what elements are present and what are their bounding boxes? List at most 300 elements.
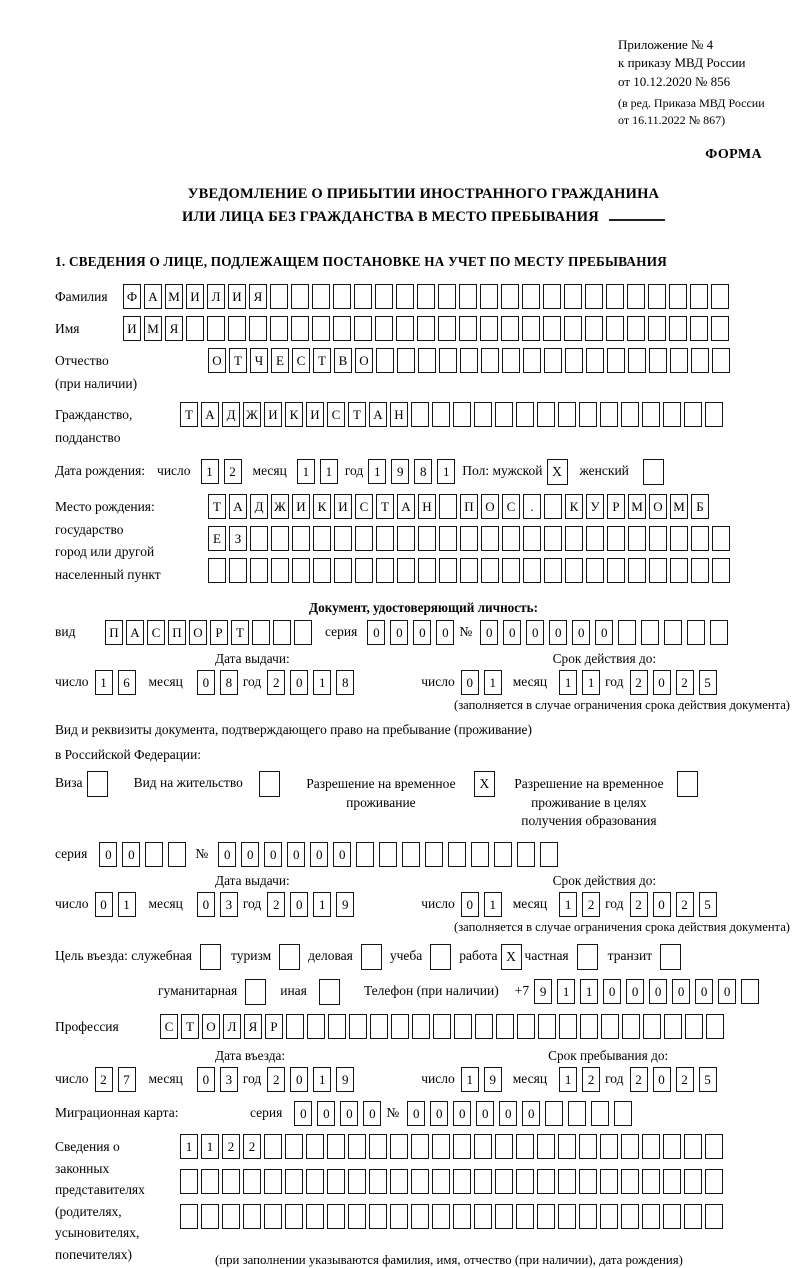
char-cell	[642, 1134, 660, 1159]
char-cell	[376, 558, 394, 583]
year-label: год	[605, 674, 624, 690]
amendment-line: от 16.11.2022 № 867)	[618, 113, 726, 128]
char-cell	[538, 1014, 556, 1039]
char-cell	[537, 1169, 555, 1194]
char-cell: 0	[672, 979, 690, 1004]
surname-boxes[interactable]	[123, 284, 732, 309]
char-cell	[614, 1101, 632, 1126]
stay-year[interactable]	[630, 1067, 722, 1092]
entry-year[interactable]	[267, 1067, 359, 1092]
char-cell: К	[565, 494, 583, 519]
purpose-business-checkbox[interactable]	[361, 944, 382, 970]
phone-boxes[interactable]	[534, 979, 764, 1004]
char-cell	[270, 284, 288, 309]
char-cell: С	[327, 402, 345, 427]
year-label: год	[242, 674, 262, 690]
char-cell	[586, 558, 604, 583]
char-cell	[459, 316, 477, 341]
char-cell	[411, 402, 429, 427]
amendment-line: (в ред. Приказа МВД России	[618, 96, 765, 111]
purpose-humanitarian-checkbox[interactable]	[245, 979, 266, 1005]
char-cell	[601, 1014, 619, 1039]
migration-card-series-boxes[interactable]	[294, 1101, 386, 1126]
char-cell: О	[481, 494, 499, 519]
purpose-official-checkbox[interactable]	[200, 944, 221, 970]
char-cell	[397, 558, 415, 583]
char-cell	[564, 316, 582, 341]
char-cell	[376, 348, 394, 373]
residence-doc-intro1: Вид и реквизиты документа, подтверждающего право на пребывание (проживание)	[55, 722, 532, 738]
residence-expiry-year[interactable]	[630, 892, 722, 917]
char-cell	[579, 1134, 597, 1159]
char-cell	[579, 1204, 597, 1229]
char-cell: 1	[297, 459, 315, 484]
char-cell	[502, 558, 520, 583]
phone-prefix: +7	[514, 983, 530, 999]
char-cell	[495, 1169, 513, 1194]
char-cell	[481, 558, 499, 583]
birth-place-boxes-row1[interactable]	[208, 494, 733, 519]
char-cell	[545, 1101, 563, 1126]
char-cell	[243, 1204, 261, 1229]
char-cell: 9	[534, 979, 552, 1004]
char-cell	[600, 1204, 618, 1229]
appendix-reference-block	[618, 36, 792, 129]
residence-doc-number-boxes[interactable]	[218, 842, 563, 867]
char-cell	[685, 1014, 703, 1039]
residence-issue-month[interactable]	[197, 892, 243, 917]
char-cell: Е	[271, 348, 289, 373]
month-label: месяц	[512, 896, 548, 912]
char-cell	[369, 1204, 387, 1229]
char-cell	[264, 1204, 282, 1229]
char-cell: 8	[414, 459, 432, 484]
char-cell: Р	[265, 1014, 283, 1039]
char-cell	[412, 1014, 430, 1039]
char-cell	[432, 1204, 450, 1229]
char-cell	[558, 402, 576, 427]
purpose-tourism-checkbox[interactable]	[279, 944, 300, 970]
char-cell: 0	[197, 1067, 215, 1092]
char-cell: 0	[653, 892, 671, 917]
char-cell: А	[397, 494, 415, 519]
representatives-boxes-row2[interactable]	[180, 1169, 726, 1194]
char-cell	[312, 316, 330, 341]
char-cell	[628, 558, 646, 583]
char-cell	[327, 1169, 345, 1194]
char-cell	[585, 284, 603, 309]
char-cell	[663, 402, 681, 427]
char-cell: У	[586, 494, 604, 519]
char-cell	[264, 1134, 282, 1159]
char-cell: 8	[336, 670, 354, 695]
char-cell: 0	[95, 892, 113, 917]
identity-doc-row	[55, 620, 792, 645]
char-cell: 0	[317, 1101, 335, 1126]
birth-year-boxes[interactable]	[368, 459, 460, 484]
residence-doc-series-row	[55, 842, 792, 867]
char-cell: Б	[691, 494, 709, 519]
char-cell	[411, 1134, 429, 1159]
representatives-row	[55, 1134, 792, 1268]
char-cell	[418, 348, 436, 373]
char-cell	[375, 284, 393, 309]
temp-residence-edu-label: Разрешение на временное проживание в целях получения образования	[514, 776, 664, 828]
char-cell: 0	[595, 620, 613, 645]
char-cell	[453, 402, 471, 427]
char-cell	[397, 348, 415, 373]
day-label: число	[421, 1071, 455, 1087]
surname-row	[55, 284, 792, 309]
identity-doc-kind-boxes[interactable]	[105, 620, 315, 645]
purpose-other-checkbox[interactable]	[319, 979, 340, 1005]
char-cell: 0	[653, 670, 671, 695]
char-cell	[606, 284, 624, 309]
char-cell	[496, 1014, 514, 1039]
char-cell	[523, 348, 541, 373]
char-cell: Р	[210, 620, 228, 645]
char-cell: О	[189, 620, 207, 645]
char-cell	[285, 1204, 303, 1229]
char-cell: 0	[503, 620, 521, 645]
char-cell: К	[313, 494, 331, 519]
identity-expiry-month[interactable]	[559, 670, 605, 695]
char-cell	[417, 284, 435, 309]
char-cell	[396, 316, 414, 341]
entry-month[interactable]	[197, 1067, 243, 1092]
identity-doc-dates-row	[55, 670, 792, 695]
purpose-private-label: частная	[524, 948, 569, 964]
char-cell: 0	[476, 1101, 494, 1126]
char-cell	[622, 1014, 640, 1039]
residence-expiry-day[interactable]	[461, 892, 507, 917]
char-cell: 1	[313, 892, 331, 917]
char-cell	[684, 1169, 702, 1194]
char-cell	[327, 1204, 345, 1229]
char-cell: 1	[461, 1067, 479, 1092]
char-cell	[710, 620, 728, 645]
char-cell	[691, 558, 709, 583]
char-cell	[228, 316, 246, 341]
char-cell	[348, 1204, 366, 1229]
char-cell: Я	[244, 1014, 262, 1039]
char-cell	[565, 348, 583, 373]
char-cell	[481, 348, 499, 373]
char-cell: Д	[222, 402, 240, 427]
migration-card-row	[55, 1101, 792, 1126]
char-cell	[618, 620, 636, 645]
char-cell	[627, 284, 645, 309]
char-cell	[648, 284, 666, 309]
char-cell	[348, 1169, 366, 1194]
char-cell: 0	[436, 620, 454, 645]
char-cell	[642, 402, 660, 427]
char-cell	[607, 558, 625, 583]
char-cell	[537, 1134, 555, 1159]
char-cell: Л	[207, 284, 225, 309]
char-cell: Я	[249, 284, 267, 309]
residence-doc-dates-row	[55, 892, 792, 917]
char-cell: 3	[220, 1067, 238, 1092]
char-cell	[607, 526, 625, 551]
month-label: месяц	[512, 674, 548, 690]
char-cell: Д	[250, 494, 268, 519]
char-cell	[495, 402, 513, 427]
char-cell	[460, 348, 478, 373]
char-cell	[312, 284, 330, 309]
residence-issue-day[interactable]	[95, 892, 141, 917]
residence-issue-year[interactable]	[267, 892, 359, 917]
char-cell: М	[165, 284, 183, 309]
purpose-tourism-label: туризм	[231, 948, 272, 964]
char-cell	[641, 620, 659, 645]
char-cell: 0	[390, 620, 408, 645]
char-cell	[448, 842, 466, 867]
char-cell	[397, 526, 415, 551]
sex-male-checkbox[interactable]: X	[547, 459, 568, 485]
char-cell	[285, 1134, 303, 1159]
char-cell	[706, 1014, 724, 1039]
representatives-boxes-row1[interactable]	[180, 1134, 726, 1159]
profession-boxes[interactable]	[160, 1014, 727, 1039]
char-cell	[670, 558, 688, 583]
char-cell	[501, 284, 519, 309]
char-cell: З	[229, 526, 247, 551]
char-cell	[180, 1169, 198, 1194]
char-cell	[369, 1134, 387, 1159]
char-cell	[621, 402, 639, 427]
citizenship-boxes[interactable]	[180, 402, 726, 427]
residence-doc-series-boxes[interactable]	[99, 842, 191, 867]
char-cell: 0	[480, 620, 498, 645]
char-cell: 1	[180, 1134, 198, 1159]
char-cell	[627, 316, 645, 341]
series-label: серия	[325, 624, 358, 640]
char-cell	[418, 558, 436, 583]
char-cell	[663, 1169, 681, 1194]
char-cell: 0	[526, 620, 544, 645]
char-cell	[649, 558, 667, 583]
validity-note: (заполняется в случае ограничения срока действия документа)	[454, 920, 790, 935]
char-cell: 1	[313, 1067, 331, 1092]
char-cell: А	[201, 402, 219, 427]
char-cell: М	[670, 494, 688, 519]
visit-purpose-row1	[55, 944, 792, 970]
identity-expiry-day[interactable]	[461, 670, 507, 695]
char-cell: И	[228, 284, 246, 309]
purpose-study-checkbox[interactable]	[430, 944, 451, 970]
residence-doc-intro2: в Российской Федерации:	[55, 747, 201, 763]
given-name-boxes[interactable]	[123, 316, 732, 341]
char-cell: 0	[340, 1101, 358, 1126]
char-cell	[475, 1014, 493, 1039]
char-cell	[669, 284, 687, 309]
number-label: №	[195, 846, 209, 862]
char-cell	[432, 402, 450, 427]
residence-expiry-month[interactable]	[559, 892, 605, 917]
char-cell: 3	[220, 892, 238, 917]
appendix-line: к приказу МВД России	[618, 55, 746, 71]
char-cell	[558, 1169, 576, 1194]
char-cell: 2	[582, 1067, 600, 1092]
char-cell: С	[147, 620, 165, 645]
char-cell	[481, 526, 499, 551]
char-cell	[628, 526, 646, 551]
char-cell	[180, 1204, 198, 1229]
char-cell	[565, 526, 583, 551]
char-cell: 1	[201, 1134, 219, 1159]
char-cell	[705, 1134, 723, 1159]
char-cell: 1	[320, 459, 338, 484]
char-cell	[558, 1134, 576, 1159]
char-cell: Т	[180, 402, 198, 427]
forma-label: ФОРМА	[705, 147, 762, 163]
year-label: год	[242, 1071, 262, 1087]
char-cell	[643, 1014, 661, 1039]
birth-month-boxes[interactable]	[297, 459, 343, 484]
char-cell: 9	[484, 1067, 502, 1092]
char-cell	[354, 316, 372, 341]
char-cell: 0	[413, 620, 431, 645]
char-cell: Т	[231, 620, 249, 645]
char-cell: 2	[95, 1067, 113, 1092]
identity-doc-kind-label: вид	[55, 624, 76, 640]
char-cell: 0	[499, 1101, 517, 1126]
char-cell	[712, 558, 730, 583]
form-title-line1: УВЕДОМЛЕНИЕ О ПРИБЫТИИ ИНОСТРАННОГО ГРАЖДАНИНА	[187, 186, 660, 203]
month-label: месяц	[252, 463, 287, 479]
patronymic-row	[55, 348, 792, 395]
char-cell	[523, 526, 541, 551]
year-label: год	[605, 1071, 624, 1087]
char-cell: 0	[241, 842, 259, 867]
temp-residence-edu-checkbox[interactable]	[677, 771, 698, 797]
char-cell	[292, 526, 310, 551]
form-title	[55, 183, 792, 228]
char-cell: 6	[118, 670, 136, 695]
char-cell: 1	[582, 670, 600, 695]
char-cell: 2	[224, 459, 242, 484]
identity-doc-heading: Документ, удостоверяющий личность:	[309, 600, 538, 616]
birth-place-boxes-row3[interactable]	[208, 558, 733, 583]
stay-day[interactable]	[461, 1067, 507, 1092]
day-label: число	[421, 896, 455, 912]
purpose-work-label: работа	[459, 948, 498, 964]
char-cell	[501, 316, 519, 341]
identity-issue-day[interactable]	[95, 670, 141, 695]
char-cell	[355, 558, 373, 583]
char-cell	[307, 1014, 325, 1039]
char-cell: А	[126, 620, 144, 645]
stay-month[interactable]	[559, 1067, 605, 1092]
char-cell	[285, 1169, 303, 1194]
birth-place-boxes-row2[interactable]	[208, 526, 733, 551]
visa-checkbox[interactable]	[87, 771, 108, 797]
char-cell: 9	[336, 1067, 354, 1092]
day-label: число	[157, 463, 191, 479]
char-cell	[474, 1169, 492, 1194]
migration-card-label: Миграционная карта:	[55, 1105, 179, 1121]
char-cell	[417, 316, 435, 341]
residence-permit-checkbox[interactable]	[259, 771, 280, 797]
purpose-private-checkbox[interactable]	[577, 944, 598, 970]
char-cell	[438, 284, 456, 309]
identity-issue-year[interactable]	[267, 670, 359, 695]
char-cell	[495, 1134, 513, 1159]
migration-card-number-boxes[interactable]	[407, 1101, 637, 1126]
char-cell: 5	[699, 892, 717, 917]
char-cell	[642, 1169, 660, 1194]
char-cell: 0	[294, 1101, 312, 1126]
char-cell: Т	[229, 348, 247, 373]
char-cell	[438, 316, 456, 341]
char-cell	[544, 558, 562, 583]
identity-doc-series-boxes[interactable]	[367, 620, 459, 645]
char-cell: 2	[267, 892, 285, 917]
representatives-boxes-row3[interactable]	[180, 1204, 726, 1229]
purpose-transit-checkbox[interactable]	[660, 944, 681, 970]
char-cell: 0	[290, 1067, 308, 1092]
issue-date-label: Дата выдачи:	[215, 873, 290, 889]
char-cell: М	[144, 316, 162, 341]
birth-place-label: Место рождения: государство город или другой населенный пункт	[55, 499, 161, 582]
purpose-business-label: деловая	[308, 948, 353, 964]
birth-day-boxes[interactable]	[201, 459, 247, 484]
char-cell: И	[306, 402, 324, 427]
char-cell	[294, 620, 312, 645]
identity-expiry-year[interactable]	[630, 670, 722, 695]
char-cell: П	[168, 620, 186, 645]
identity-issue-month[interactable]	[197, 670, 243, 695]
char-cell: 0	[122, 842, 140, 867]
sex-female-checkbox[interactable]	[643, 459, 664, 485]
char-cell: 0	[363, 1101, 381, 1126]
number-label: №	[459, 624, 473, 640]
entry-day[interactable]	[95, 1067, 141, 1092]
char-cell: И	[334, 494, 352, 519]
char-cell: О	[208, 348, 226, 373]
char-cell: 2	[676, 1067, 694, 1092]
visit-purpose-label: Цель въезда: служебная	[55, 948, 192, 964]
char-cell: 1	[559, 1067, 577, 1092]
char-cell: 0	[453, 1101, 471, 1126]
char-cell	[474, 1134, 492, 1159]
char-cell: 2	[222, 1134, 240, 1159]
char-cell: Л	[223, 1014, 241, 1039]
char-cell	[454, 1014, 472, 1039]
given-name-row	[55, 316, 792, 341]
char-cell	[370, 1014, 388, 1039]
char-cell: 1	[437, 459, 455, 484]
char-cell	[543, 316, 561, 341]
char-cell: 0	[718, 979, 736, 1004]
char-cell: 2	[676, 670, 694, 695]
char-cell	[334, 526, 352, 551]
char-cell: 1	[201, 459, 219, 484]
char-cell	[600, 1134, 618, 1159]
purpose-work-checkbox[interactable]: X	[501, 944, 522, 970]
char-cell: И	[123, 316, 141, 341]
char-cell: 1	[95, 670, 113, 695]
identity-doc-number-boxes[interactable]	[480, 620, 733, 645]
temp-residence-checkbox[interactable]: X	[474, 771, 495, 797]
valid-until-label: Срок действия до:	[552, 873, 657, 889]
year-label: год	[242, 896, 262, 912]
char-cell	[537, 402, 555, 427]
char-cell: 1	[118, 892, 136, 917]
char-cell: В	[334, 348, 352, 373]
patronymic-boxes[interactable]	[208, 348, 733, 373]
